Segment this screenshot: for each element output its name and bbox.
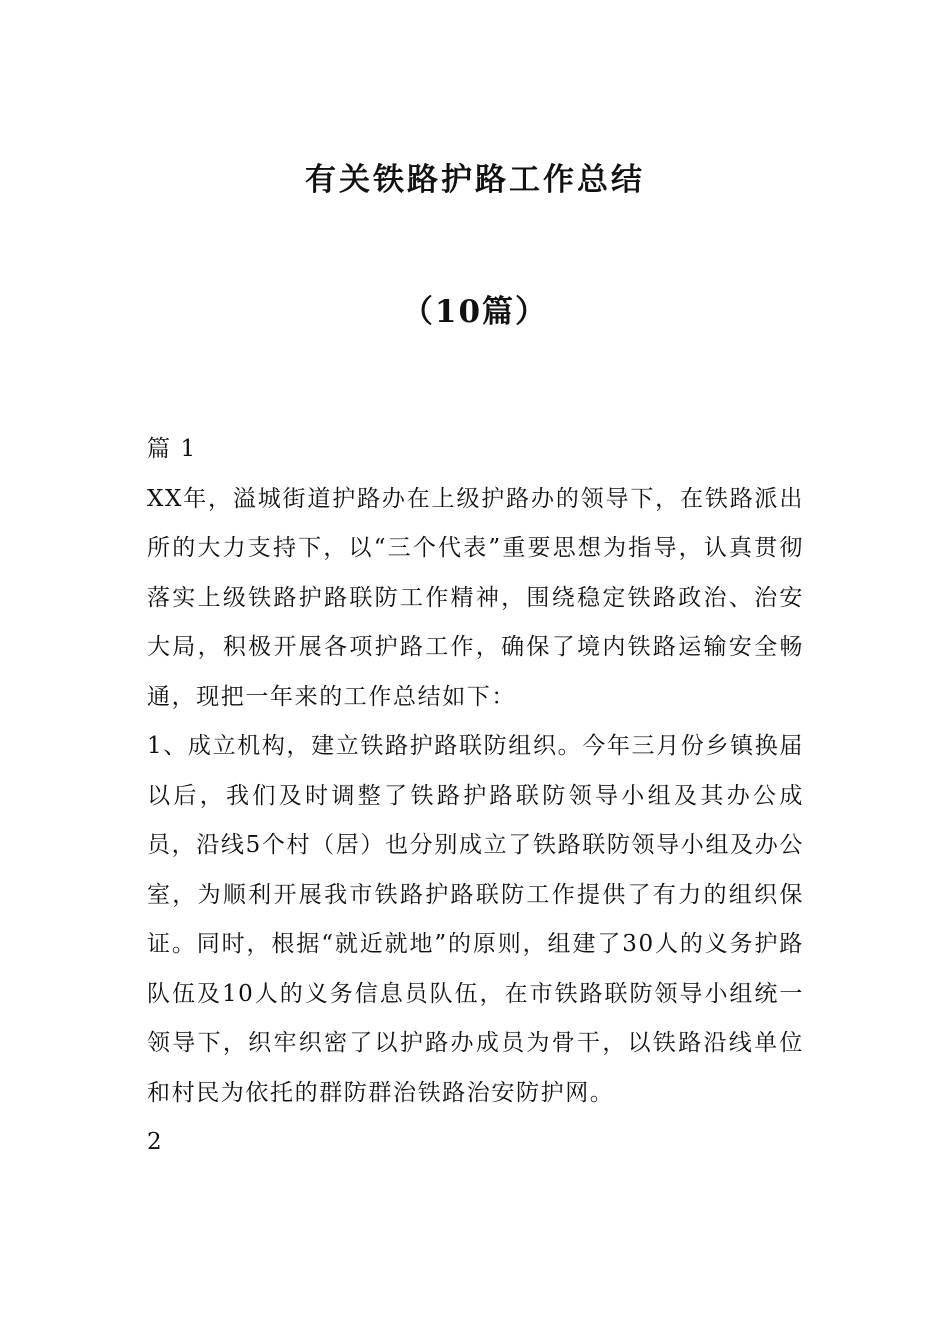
body-paragraph: 2	[147, 1129, 164, 1155]
document-body	[147, 425, 804, 1168]
document-title: 有关铁路护路工作总结	[305, 162, 645, 198]
section-heading: 篇 1	[147, 436, 197, 462]
document-subtitle: （10篇）	[401, 294, 549, 330]
body-paragraph: XX年，溢城街道护路办在上级护路办的领导下，在铁路派出所的大力支持下，以“三个代表”重要思想为指导，认真贯彻落实上级铁路护路联防工作精神，围绕稳定铁路政治、治安大局，积极开展各项护路工作，确保了境内铁路运输安全畅通，现把一年来的工作总结如下：	[147, 485, 804, 710]
body-paragraph: 1、成立机构，建立铁路护路联防组织。今年三月份乡镇换届以后，我们及时调整了铁路护路联防领导小组及其办公成员，沿线5个村（居）也分别成立了铁路联防领导小组及办公室，为顺利开展我市铁路护路联防工作提供了有力的组织保证。同时，根据“就近就地”的原则，组建了30人的义务护路队伍及10人的义务信息员队伍，在市铁路联防领导小组统一领导下，织牢织密了以护路办成员为骨干，以铁路沿线单位和村民为依托的群防群治铁路治安防护网。	[147, 733, 804, 1106]
